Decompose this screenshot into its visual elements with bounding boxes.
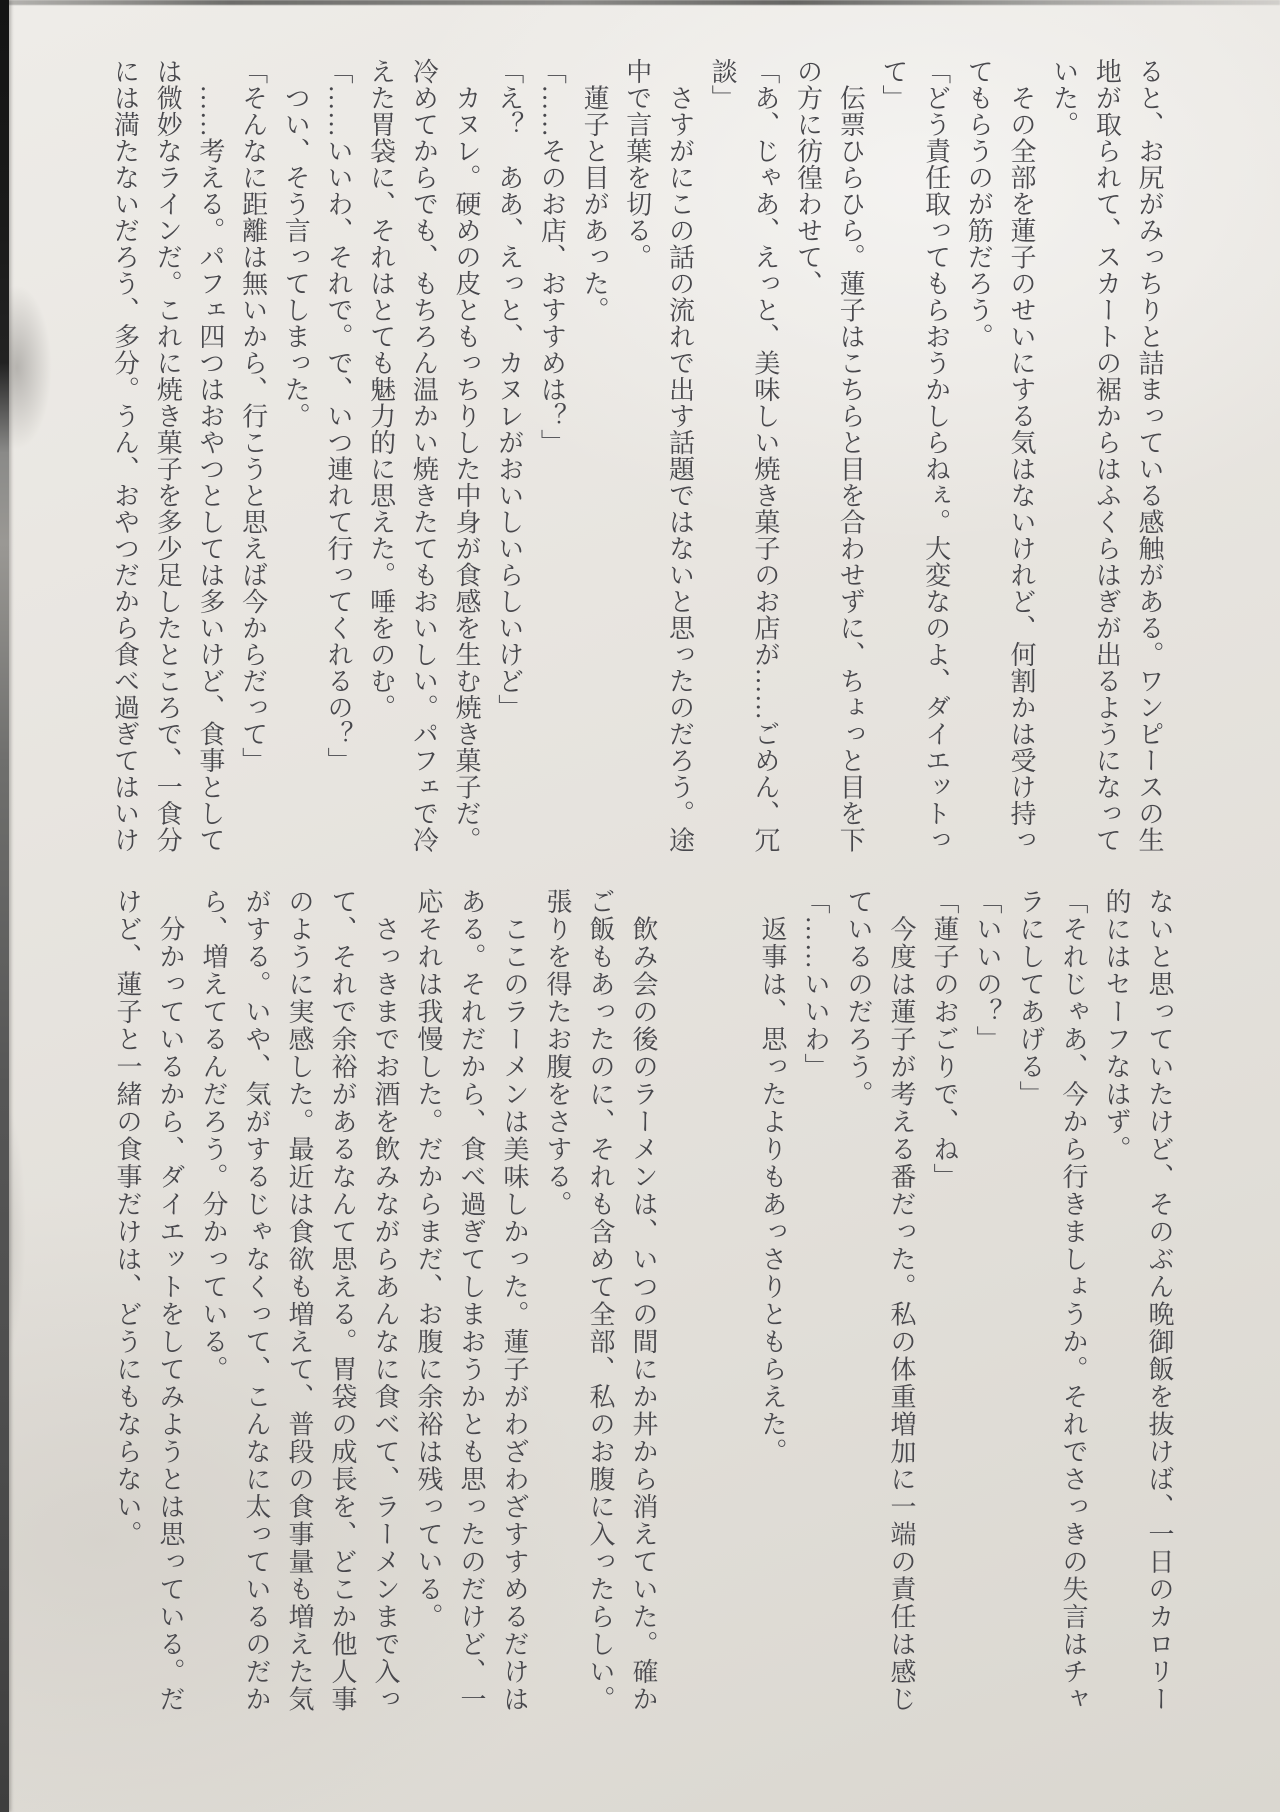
text-line: のように実感した。最近は食欲も増えて、普段の食事量も増えた気 [285, 888, 314, 1713]
text-line: ある。それだから、食べ過ぎてしまおうかとも思ったのだけど、一 [457, 888, 486, 1713]
text-line: 飲み会の後のラーメンは、いつの間にか丼から消えていた。確か [629, 888, 658, 1713]
text-line: 冷めてからでも、もちろん温かい焼きたてもおいしい。パフェで冷 [409, 58, 439, 853]
text-line: さっきまでお酒を飲みながらあんなに食べて、ラーメンまで入っ [371, 888, 400, 1713]
text-line: 応それは我慢した。だからまだ、お腹に余裕は残っている。 [414, 888, 443, 1631]
text-line: 「あ、じゃあ、えっと、美味しい焼き菓子のお店が……ごめん、冗 [750, 58, 780, 853]
text-line: 「……いいわ、それで。で、いつ連れて行ってくれるの？」 [323, 58, 353, 774]
blank-line [708, 888, 751, 1722]
text-line: 「……いいわ」 [801, 888, 830, 1081]
text-line: 「蓮子のおごりで、ね」 [930, 888, 959, 1191]
text-line: その全部を蓮子のせいにする気はないけれど、何割かは受け持っ [1006, 58, 1036, 853]
text-line: 「……そのお店、おすすめは？」 [537, 58, 567, 456]
text-line: がする。いや、気がするじゃなくって、こんなに太っているのだか [242, 888, 271, 1713]
text-line: さすがにこの話の流れで出す話題ではないと思ったのだろう。途 [665, 58, 695, 853]
text-line: 談」 [708, 58, 738, 111]
text-line: 蓮子と目があった。 [580, 58, 610, 323]
text-line: ……考える。パフェ四つはおやつとしては多いけど、食事として [195, 58, 225, 853]
text-line: 的にはセーフなはず。 [1102, 888, 1131, 1163]
text-line: カヌレ。硬めの皮ともっちりした中身が食感を生む焼き菓子だ。 [452, 58, 481, 853]
text-line: ているのだろう。 [844, 888, 873, 1108]
text-line: 「え？ ああ、えっと、カヌレがおいしいらしいけど」 [494, 58, 524, 721]
text-line: ら、増えてるんだろう。分かっている。 [199, 888, 228, 1383]
text-line: ると、お尻がみっちりと詰まっている感触がある。ワンピースの生 [1135, 58, 1164, 853]
blank-line [665, 888, 708, 1722]
text-block-bottom [106, 888, 1181, 1722]
text-block-top [103, 58, 1170, 860]
text-line: て」 [878, 58, 908, 111]
text-line: 今度は蓮子が考える番だった。私の体重増加に一端の責任は感じ [887, 888, 916, 1713]
text-line: には満たないだろう、多分。うん、おやつだから食べ過ぎてはいけ [110, 58, 140, 853]
text-line: ここのラーメンは美味しかった。蓮子がわざわざすすめるだけは [500, 888, 529, 1713]
text-line: 伝票ひらひら。蓮子はこちらと目を合わせずに、ちょっと目を下 [836, 58, 866, 853]
text-line: 「それじゃあ、今から行きましょうか。それでさっきの失言はチャ [1059, 888, 1088, 1713]
text-line: ご飯もあったのに、それも含めて全部、私のお腹に入ったらしい。 [586, 888, 615, 1713]
page-gutter-shadow [0, 0, 9, 1812]
text-line: けど、蓮子と一緒の食事だけは、どうにもならない。 [113, 888, 142, 1548]
text-line: 分かっているから、ダイエットをしてみようとは思っている。だ [156, 888, 185, 1713]
scan-top-edge-shadow [0, 0, 1280, 5]
text-line: の方に彷徨わせて、 [793, 58, 823, 297]
text-line: つい、そう言ってしまった。 [281, 58, 311, 429]
text-line: は微妙なラインだ。これに焼き菓子を多少足したところで、一食分 [153, 58, 183, 853]
text-line: てもらうのが筋だろう。 [964, 58, 994, 350]
text-line: 「どう責任取ってもらおうかしらねぇ。大変なのよ、ダイエットっ [921, 58, 951, 853]
text-line: 「いいの？」 [973, 888, 1002, 1053]
text-line: 「そんなに距離は無いから、行こうと思えば今からだって」 [238, 58, 268, 774]
text-line: 返事は、思ったよりもあっさりともらえた。 [758, 888, 787, 1466]
text-line: ラにしてあげる」 [1016, 888, 1045, 1108]
text-line: えた胃袋に、それはとても魅力的に思えた。唾をのむ。 [366, 58, 396, 721]
text-line: 中で言葉を切る。 [622, 58, 652, 270]
text-line: て、それで余裕があるなんて思える。胃袋の成長を、どこか他人事 [328, 888, 357, 1713]
text-line: いた。 [1049, 58, 1079, 138]
text-line: 地が取られて、スカートの裾からはふくらはぎが出るようになって [1092, 58, 1122, 853]
text-line: ないと思っていたけど、そのぶん晩御飯を抜けば、一日のカロリー [1145, 888, 1174, 1713]
text-line: 張りを得たお腹をさする。 [543, 888, 572, 1218]
